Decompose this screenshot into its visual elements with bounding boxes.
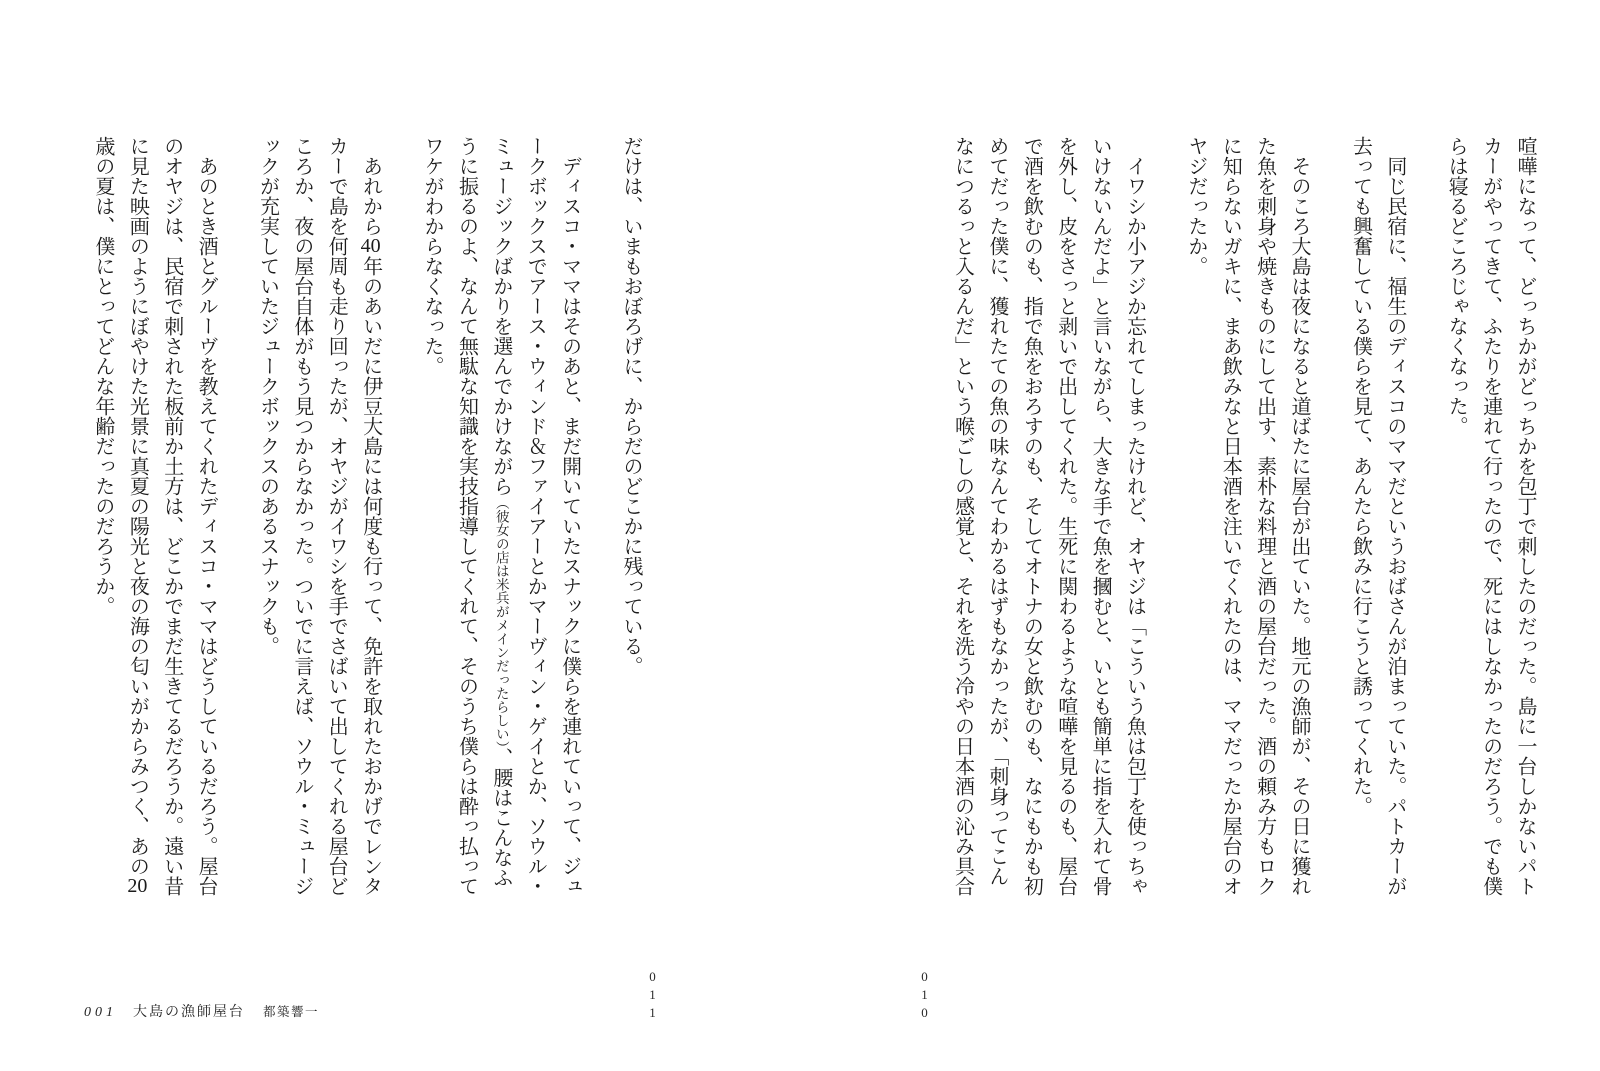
text-run: 年のあいだに伊豆大島には何度も行って、免許を取れたおかげでレンタカーで島を何周も走り回ったが、オヤジがイワシを手でさばいて出してくれる屋台どころか、夜の屋台自体がもう見つからなかった。ついでに言えば、ソウル・ミュージックが充実していたジュークボックスのあるスナックも。 xyxy=(256,136,382,896)
author-name: 都築響一 xyxy=(263,1005,320,1019)
text-run: ディスコ・ママはそのあと、まだ開いていたスナックに僕らを連れていって、ジュークボックスでアース・ウィンド＆ファイアーとかマーヴィン・ゲイとか、ソウル・ミュージックばかりを選んでかけながら xyxy=(489,136,581,896)
text-run: だけは、いまもおぼろげに、からだのどこかに残っている。 xyxy=(620,136,642,676)
page-left-text xyxy=(86,136,648,898)
text-run: 歳の夏は、僕にとってどんな年齢だったのだろうか。 xyxy=(91,136,114,616)
tate-chu-yoko-number: 40 xyxy=(360,236,381,256)
tate-chu-yoko-number: 20 xyxy=(127,876,148,896)
page-number-left: 011 xyxy=(645,969,660,1023)
text-run: そのころ大島は夜になると道ばたに屋台が出ていた。地元の漁師が、その日に獲れた魚を刺身や焼きものにして出す、素朴な料理と酒の屋台だった。酒の頼み方もロクに知らないガキに、まあ飲みなと日本酒を注いでくれたのは、ママだったか屋台のオヤジだったか。 xyxy=(1184,136,1311,896)
paragraph xyxy=(86,136,224,898)
page-right-text xyxy=(945,136,1542,898)
text-run: 喧嘩になって、どっちかがどっちかを包丁で刺したのだった。島に一台しかないパトカーがやってきて、ふたりを連れて行ったので、死にはしなかったのだろう。でも僕らは寝るどころじゃなくなった。 xyxy=(1445,136,1536,896)
chapter-number: 001 xyxy=(84,1005,117,1020)
paragraph xyxy=(1439,136,1542,898)
chapter-title: 大島の漁師屋台 xyxy=(133,1005,245,1020)
inline-note: （彼女の店は米兵がメインだったらしい） xyxy=(493,496,509,748)
page-number-right: 010 xyxy=(917,969,932,1023)
text-run: あのとき酒とグルーヴを教えてくれたディスコ・ママはどうしているだろう。屋台のオヤジは、民宿で刺された板前か土方は、どこかでまだ生きてるだろうか。遠い昔に見た映画のようにぼやけた光景に真夏の陽光と夜の海の匂いがからみつく、あの xyxy=(126,136,218,896)
paragraph xyxy=(1343,136,1412,898)
paragraph xyxy=(945,136,1151,898)
paragraph xyxy=(415,136,587,898)
paragraph xyxy=(250,136,388,898)
paragraph xyxy=(1178,136,1316,898)
text-run: イワシか小アジか忘れてしまったけれど、オヤジは「こういう魚は包丁を使っちゃいけないんだよ」と言いながら、大きな手で魚を摑むと、いとも簡単に指を入れて骨を外し、皮をさっと剥いで出してくれた。生死に関わるような喧嘩を見るのも、屋台で酒を飲むのも、指で魚をおろすのも、そしてオトナの女と飲むのも、なにもかも初めてだった僕に、獲れたての魚の味なんてわかるはずもなかったが、「刺身ってこんなにつるっと入るんだ」という喉ごしの感覚と、それを洗う冷やの日本酒の沁み具合 xyxy=(951,136,1146,896)
running-footer xyxy=(84,1001,319,1021)
text-run: 同じ民宿に、福生のディスコのママだというおばさんが泊まっていた。パトカーが去っても興奮している僕らを見て、あんたら飲みに行こうと誘ってくれた。 xyxy=(1349,136,1406,896)
text-run: 、腰はこんなふうに振るのよ、なんて無駄な知識を実技指導してくれて、そのうち僕らは酔っ払ってワケがわからなくなった。 xyxy=(421,136,512,896)
paragraph xyxy=(614,136,648,898)
text-run: あれから xyxy=(359,156,382,236)
